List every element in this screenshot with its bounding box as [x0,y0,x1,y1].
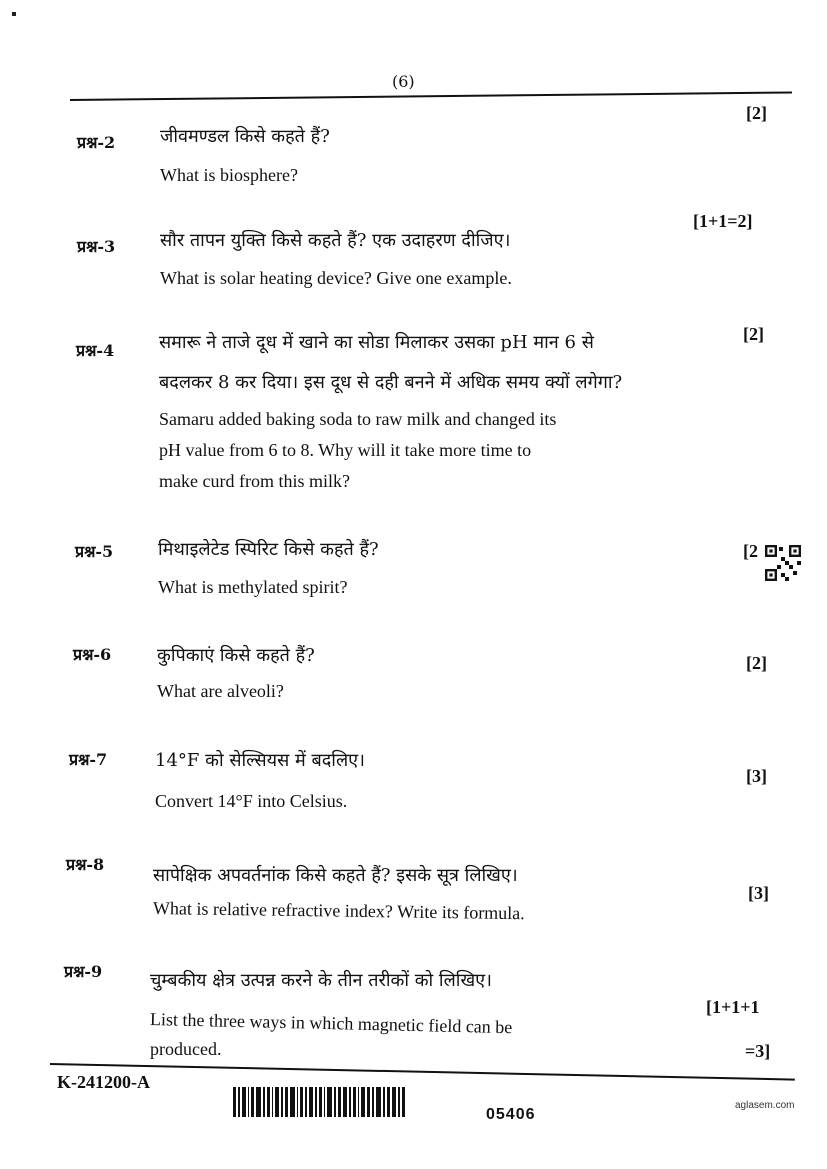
question-number: प्रश्न-6 [73,645,112,664]
question-text-hindi: जीवमण्डल किसे कहते हैं? [160,126,330,147]
question-number: प्रश्न-9 [64,962,103,981]
question-text-english: What is biosphere? [160,165,298,185]
question-number: प्रश्न-2 [77,133,116,152]
question-text-english: pH value from 6 to 8. Why will it take more time to [159,440,532,460]
question-number: प्रश्न-3 [77,237,116,256]
paper-code: K-241200-A [57,1072,150,1092]
question-text-hindi: समारू ने ताजे दूध में खाने का सोडा मिलाकर उसका pH मान 6 से [159,332,594,353]
serial-number: 05406 [486,1106,536,1123]
question-marks-total: =3] [745,1041,771,1061]
footer-rule [50,1063,795,1081]
question-text-hindi: कुपिकाएं किसे कहते हैं? [157,645,315,666]
question-text-english: What is methylated spirit? [158,577,348,597]
question-text-english: What is relative refractive index? Write its formula. [152,898,525,924]
question-text-english: What are alveoli? [157,681,284,701]
question-text-hindi: चुम्बकीय क्षेत्र उत्पन्न करने के तीन तरीकों को लिखिए। [150,970,492,991]
question-marks: [3] [748,883,769,903]
question-marks: [1+1+1 [706,997,760,1017]
question-text-english: make curd from this milk? [159,471,350,491]
question-text-english: produced. [150,1039,222,1059]
header-rule [70,91,792,101]
question-text-hindi: मिथाइलेटेड स्पिरिट किसे कहते हैं? [158,539,379,560]
question-text-english: Convert 14°F into Celsius. [155,791,348,811]
question-marks: [1+1=2] [693,211,753,231]
question-marks: [2] [746,103,767,123]
page-number: (6) [392,72,415,91]
question-text-english: What is solar heating device? Give one example. [160,268,512,288]
question-marks: [2] [743,324,764,344]
question-marks: [2] [746,653,767,673]
question-text-hindi: सापेक्षिक अपवर्तनांक किसे कहते हैं? इसके सूत्र लिखिए। [153,865,518,886]
question-marks: [2 [743,541,758,561]
question-marks: [3] [746,766,767,786]
question-number: प्रश्न-8 [66,855,105,874]
qr-code-icon [765,545,801,581]
question-text-english: List the three ways in which magnetic field can be [149,1009,513,1038]
question-number: प्रश्न-7 [69,750,108,769]
question-number: प्रश्न-4 [76,341,115,360]
question-text-hindi-line2: बदलकर 8 कर दिया। इस दूध से दही बनने में अधिक समय क्यों लगेगा? [159,372,623,393]
question-text-hindi: 14°F को सेल्सियस में बदलिए। [155,750,365,771]
scan-mark [12,12,16,16]
question-text-hindi: सौर तापन युक्ति किसे कहते हैं? एक उदाहरण दीजिए। [160,230,511,251]
watermark: aglasem.com [735,1100,795,1111]
question-number: प्रश्न-5 [75,542,114,561]
question-text-english: Samaru added baking soda to raw milk and changed its [159,409,557,429]
barcode-icon [233,1087,458,1117]
